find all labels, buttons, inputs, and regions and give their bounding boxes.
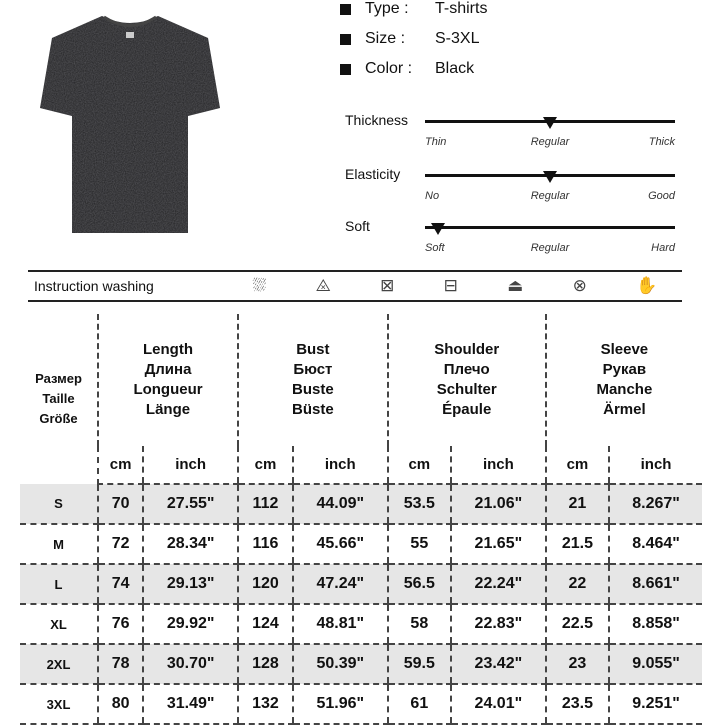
value-cell: 8.267" xyxy=(609,484,702,524)
value-cell: 23.42" xyxy=(451,644,546,684)
spec-key: Color : xyxy=(365,60,413,77)
slider-label-mid: Regular xyxy=(530,242,570,254)
value-cell: 53.5 xyxy=(388,484,451,524)
table-row xyxy=(20,644,702,684)
value-cell: 61 xyxy=(388,684,451,724)
spec-row xyxy=(340,60,474,78)
spec-value: T-shirts xyxy=(435,0,488,17)
value-cell: 112 xyxy=(238,484,293,524)
value-cell: 50.39" xyxy=(293,644,388,684)
value-cell: 21.06" xyxy=(451,484,546,524)
column-header: Bust Бюст Buste Büste xyxy=(238,314,388,446)
value-cell: 22.24" xyxy=(451,564,546,604)
slider-elasticity xyxy=(345,166,675,206)
value-cell: 48.81" xyxy=(293,604,388,644)
unit-cm: cm xyxy=(238,446,293,484)
size-cell: S xyxy=(20,484,98,524)
value-cell: 47.24" xyxy=(293,564,388,604)
slider-label-high: Good xyxy=(648,190,675,202)
table-row xyxy=(20,604,702,644)
slider-track xyxy=(425,120,675,148)
value-cell: 30.70" xyxy=(143,644,238,684)
spec-row xyxy=(340,0,487,18)
washing-instructions xyxy=(28,270,682,302)
table-row xyxy=(20,484,702,524)
spec-value: Black xyxy=(435,60,475,77)
bullet-icon xyxy=(340,64,351,75)
value-cell: 9.251" xyxy=(609,684,702,724)
value-cell: 29.92" xyxy=(143,604,238,644)
value-cell: 51.96" xyxy=(293,684,388,724)
slider-label-high: Thick xyxy=(648,136,675,148)
bullet-icon xyxy=(340,34,351,45)
tshirt-image xyxy=(40,8,220,238)
no-dry-clean-icon: ⊗ xyxy=(572,276,587,295)
slider-name: Elasticity xyxy=(345,166,401,182)
unit-inch: inch xyxy=(451,446,546,484)
spec-row xyxy=(340,30,479,48)
table-row xyxy=(20,684,702,724)
unit-cm: cm xyxy=(98,446,143,484)
table-row xyxy=(20,524,702,564)
size-cell: 3XL xyxy=(20,684,98,724)
slider-name: Soft xyxy=(345,218,370,234)
value-cell: 120 xyxy=(238,564,293,604)
value-cell: 70 xyxy=(98,484,143,524)
size-table xyxy=(20,314,702,725)
value-cell: 44.09" xyxy=(293,484,388,524)
value-cell: 22.83" xyxy=(451,604,546,644)
value-cell: 56.5 xyxy=(388,564,451,604)
value-cell: 78 xyxy=(98,644,143,684)
flat-dry-icon: ⊟ xyxy=(443,276,458,295)
value-cell: 28.34" xyxy=(143,524,238,564)
value-cell: 24.01" xyxy=(451,684,546,724)
value-cell: 76 xyxy=(98,604,143,644)
value-cell: 72 xyxy=(98,524,143,564)
no-tumble-dry-icon: ⊠ xyxy=(380,276,395,295)
size-cell: 2XL xyxy=(20,644,98,684)
column-header: Shoulder Плечо Schulter Épaule xyxy=(388,314,546,446)
value-cell: 80 xyxy=(98,684,143,724)
value-cell: 27.55" xyxy=(143,484,238,524)
unit-cm: cm xyxy=(546,446,609,484)
size-header: Размер Taille Größe xyxy=(35,371,82,426)
value-cell: 128 xyxy=(238,644,293,684)
spec-value: S-3XL xyxy=(435,30,480,47)
value-cell: 45.66" xyxy=(293,524,388,564)
slider-label-low: Thin xyxy=(425,136,447,148)
slider-track xyxy=(425,226,675,254)
value-cell: 8.464" xyxy=(609,524,702,564)
no-bleach-icon: ⨻ xyxy=(315,276,331,295)
value-cell: 31.49" xyxy=(143,684,238,724)
value-cell: 22 xyxy=(546,564,609,604)
slider-soft xyxy=(345,218,675,258)
value-cell: 8.858" xyxy=(609,604,702,644)
slider-marker xyxy=(431,223,445,235)
table-row xyxy=(20,564,702,604)
value-cell: 116 xyxy=(238,524,293,564)
size-cell: L xyxy=(20,564,98,604)
slider-track xyxy=(425,174,675,202)
slider-label-high: Hard xyxy=(651,242,675,254)
value-cell: 55 xyxy=(388,524,451,564)
iron-low-icon: ⏏ xyxy=(507,276,524,295)
value-cell: 29.13" xyxy=(143,564,238,604)
value-cell: 58 xyxy=(388,604,451,644)
column-header: Sleeve Рукав Manche Ärmel xyxy=(546,314,702,446)
slider-label-mid: Regular xyxy=(530,190,570,202)
unit-inch: inch xyxy=(143,446,238,484)
unit-inch: inch xyxy=(293,446,388,484)
value-cell: 74 xyxy=(98,564,143,604)
spec-key: Type : xyxy=(365,0,409,17)
slider-thickness xyxy=(345,112,675,152)
value-cell: 8.661" xyxy=(609,564,702,604)
size-cell: XL xyxy=(20,604,98,644)
value-cell: 9.055" xyxy=(609,644,702,684)
value-cell: 59.5 xyxy=(388,644,451,684)
slider-label-low: Soft xyxy=(425,242,445,254)
value-cell: 21.5 xyxy=(546,524,609,564)
spec-key: Size : xyxy=(365,30,406,47)
hand-wash-icon: ⛆ xyxy=(252,276,267,295)
value-cell: 22.5 xyxy=(546,604,609,644)
unit-cm: cm xyxy=(388,446,451,484)
unit-inch: inch xyxy=(609,446,702,484)
slider-marker xyxy=(543,171,557,183)
value-cell: 23 xyxy=(546,644,609,684)
value-cell: 21 xyxy=(546,484,609,524)
size-cell: M xyxy=(20,524,98,564)
value-cell: 23.5 xyxy=(546,684,609,724)
value-cell: 124 xyxy=(238,604,293,644)
no-wring-icon: ✋ xyxy=(636,276,658,295)
value-cell: 132 xyxy=(238,684,293,724)
slider-marker xyxy=(543,117,557,129)
column-header: Length Длина Longueur Länge xyxy=(98,314,238,446)
slider-label-mid: Regular xyxy=(530,136,570,148)
slider-label-low: No xyxy=(425,190,440,202)
value-cell: 21.65" xyxy=(451,524,546,564)
slider-name: Thickness xyxy=(345,112,409,128)
bullet-icon xyxy=(340,4,351,15)
washing-title: Instruction washing xyxy=(34,278,154,294)
